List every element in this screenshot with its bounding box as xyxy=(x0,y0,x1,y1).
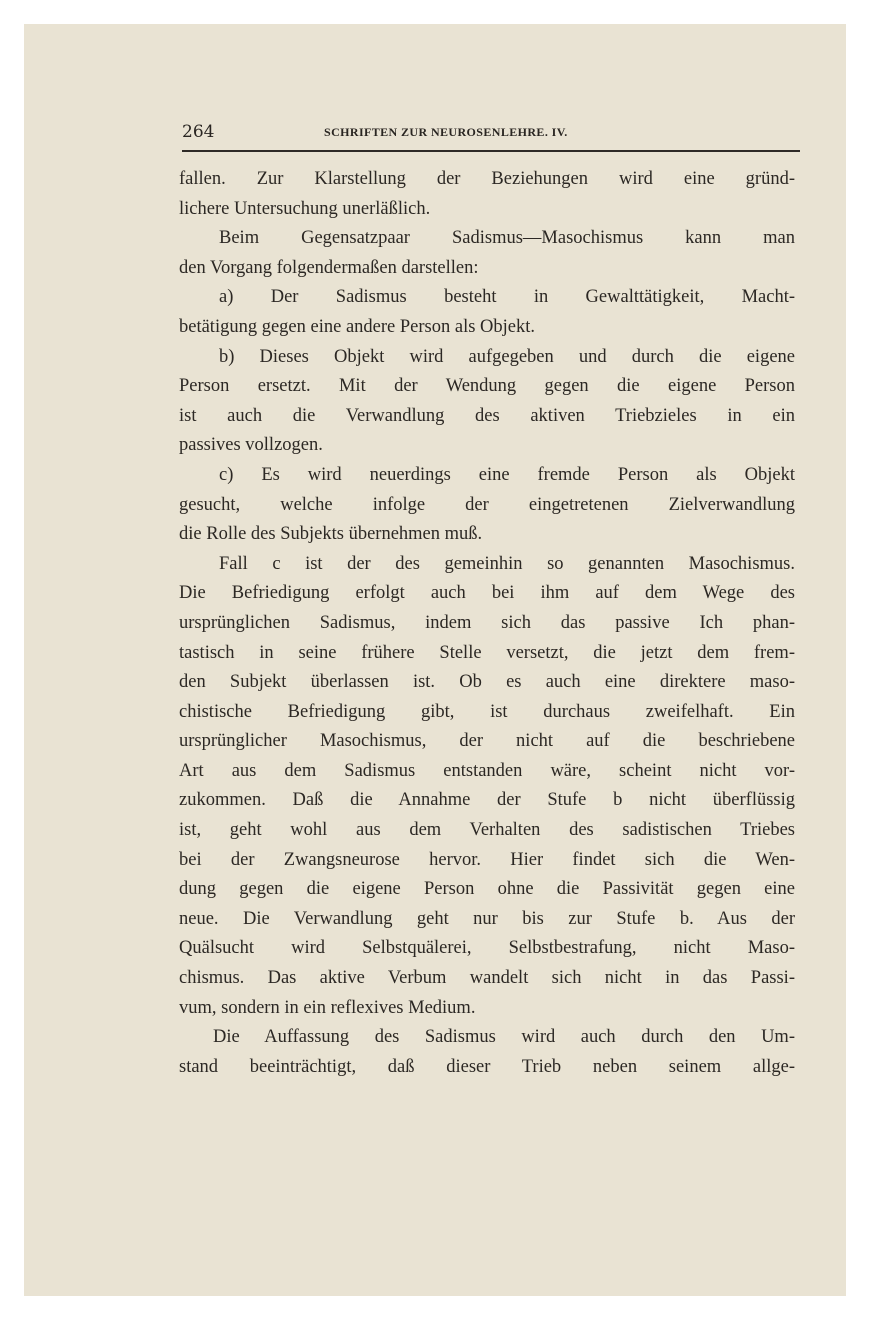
text-line: bei der Zwangsneurose hervor. Hier findet sich die Wen- xyxy=(179,849,795,870)
text-line: chismus. Das aktive Verbum wandelt sich nicht in das Passi- xyxy=(179,968,795,989)
text-line: Fall c ist der des gemeinhin so genannten Masochismus. xyxy=(219,553,795,574)
text-line: ist auch die Verwandlung des aktiven Triebzieles in ein xyxy=(179,405,795,426)
text-line: passives vollzogen. xyxy=(179,435,323,456)
text-line: die Rolle des Subjekts übernehmen muß. xyxy=(179,524,483,545)
body-text xyxy=(179,165,795,1082)
text-line: chistische Befriedigung gibt, ist durchaus zweifelhaft. Ein xyxy=(179,701,795,722)
text-line: b) Dieses Objekt wird aufgegeben und durch die eigene xyxy=(219,346,795,367)
text-line: stand beeinträchtigt, daß dieser Trieb neben seinem allge- xyxy=(179,1056,795,1077)
text-line: tastisch in seine frühere Stelle versetzt, die jetzt dem frem- xyxy=(179,642,795,663)
text-line: c) Es wird neuerdings eine fremde Person als Objekt xyxy=(219,464,795,485)
text-line: Quälsucht wird Selbstquälerei, Selbstbestrafung, nicht Maso- xyxy=(179,938,795,959)
text-line: Beim Gegensatzpaar Sadismus—Masochismus kann man xyxy=(219,228,795,249)
text-line: Die Auffassung des Sadismus wird auch durch den Um- xyxy=(213,1027,795,1048)
text-line: ursprünglicher Masochismus, der nicht auf die beschriebene xyxy=(179,731,795,752)
text-line: neue. Die Verwandlung geht nur bis zur Stufe b. Aus der xyxy=(179,908,795,929)
text-line: betätigung gegen eine andere Person als Objekt. xyxy=(179,316,536,337)
text-line: fallen. Zur Klarstellung der Beziehungen wird eine gründ- xyxy=(179,169,795,189)
text-line: den Subjekt überlassen ist. Ob es auch eine direktere maso- xyxy=(179,672,795,693)
text-line: vum, sondern in ein reflexives Medium. xyxy=(179,997,476,1018)
text-line: zukommen. Daß die Annahme der Stufe b nicht überflüssig xyxy=(179,790,795,811)
running-head: SCHRIFTEN ZUR NEUROSENLEHRE. IV. xyxy=(324,125,568,139)
text-line: lichere Untersuchung unerläßlich. xyxy=(179,198,431,219)
book-page xyxy=(24,24,846,1296)
text-line: gesucht, welche infolge der eingetretenen Zielverwandlung xyxy=(179,494,795,515)
text-line: Art aus dem Sadismus entstanden wäre, scheint nicht vor- xyxy=(179,760,795,781)
text-line: ursprünglichen Sadismus, indem sich das passive Ich phan- xyxy=(179,612,795,633)
text-line: Person ersetzt. Mit der Wendung gegen die eigene Person xyxy=(179,376,795,397)
text-line: ist, geht wohl aus dem Verhalten des sadistischen Triebes xyxy=(179,820,795,841)
page-number: 264 xyxy=(182,122,215,142)
text-line: dung gegen die eigene Person ohne die Passivität gegen eine xyxy=(179,879,795,900)
text-line: Die Befriedigung erfolgt auch bei ihm auf dem Wege des xyxy=(179,583,795,604)
page-header xyxy=(182,120,800,152)
text-line: a) Der Sadismus besteht in Gewalttätigkeit, Macht- xyxy=(219,287,795,308)
text-line: den Vorgang folgendermaßen darstellen: xyxy=(179,257,479,278)
